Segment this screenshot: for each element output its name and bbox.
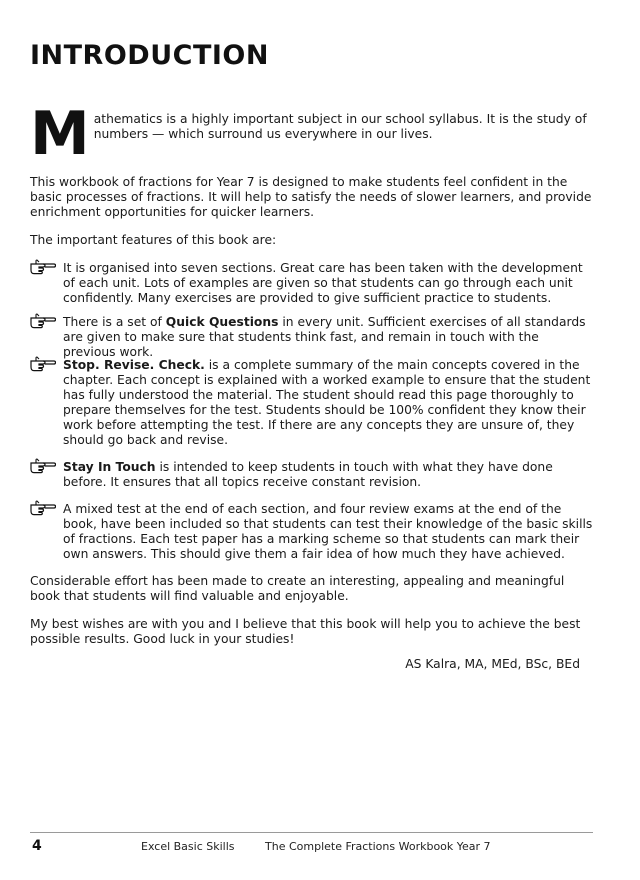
- pointing-hand-icon: [30, 500, 56, 516]
- lead-paragraph: [30, 99, 590, 169]
- feature-text: It is organised into seven sections. Great care has been taken with the development of each unit. Lots of examples are given so that students can go through each unit confidently. Many exercises are provided to give sufficient practice to students.: [63, 261, 583, 305]
- author-signature: AS Kalra, MA, MEd, BSc, BEd: [405, 657, 580, 671]
- feature-text: There is a set of Quick Questions in every unit. Sufficient exercises of all standards are given to make sure that students think fast, and remain in touch with the previous work.: [63, 315, 586, 359]
- footer-book-title: The Complete Fractions Workbook Year 7: [265, 840, 491, 853]
- wishes-paragraph: My best wishes are with you and I believe that this book will help you to achieve the best possible results. Good luck in your studies!: [30, 617, 581, 646]
- feature-item: [30, 358, 595, 448]
- feature-text: Stay In Touch is intended to keep students in touch with what they have done before. It ensures that all topics receive constant revision.: [63, 460, 553, 489]
- page-title: INTRODUCTION: [30, 40, 269, 71]
- pointing-hand-icon: [30, 458, 56, 474]
- feature-item: [30, 315, 595, 360]
- closing-paragraph: Considerable effort has been made to create an interesting, appealing and meaningful book that students will find valuable and enjoyable.: [30, 574, 565, 603]
- features-heading: The important features of this book are:: [30, 233, 277, 247]
- feature-item: [30, 502, 595, 562]
- feature-item: [30, 261, 595, 306]
- feature-text: A mixed test at the end of each section, and four review exams at the end of the book, have been included so that students can test their knowledge of the basic skills of fractions. Each test paper has a marking scheme so that students can mark their own answers. This should give them a fair idea of how much they have achieved.: [63, 502, 593, 561]
- pointing-hand-icon: [30, 356, 56, 372]
- drop-cap: M: [30, 99, 90, 169]
- lead-text: athematics is a highly important subject in our school syllabus. It is the study of numbers — which surround us everywhere in our lives.: [93, 112, 587, 141]
- feature-text: Stop. Revise. Check. is a complete summary of the main concepts covered in the chapter. Each concept is explained with a worked example to ensure that the student has fully understood the material. The student should read this page thoroughly to prepare themselves for the test. Students should be 100% confident they know their work before attempting the test. If there are any concepts they are unsure of, they should go back and revise.: [63, 358, 591, 447]
- pointing-hand-icon: [30, 259, 56, 275]
- page-number: 4: [32, 838, 42, 854]
- feature-item: [30, 460, 595, 490]
- footer-series-title: Excel Basic Skills: [141, 840, 235, 853]
- intro-paragraph: This workbook of fractions for Year 7 is designed to make students feel confident in the basic processes of fractions. It will help to satisfy the needs of slower learners, and provide enrichment opportunities for quicker learners.: [30, 175, 592, 219]
- pointing-hand-icon: [30, 313, 56, 329]
- footer-divider: [30, 832, 593, 833]
